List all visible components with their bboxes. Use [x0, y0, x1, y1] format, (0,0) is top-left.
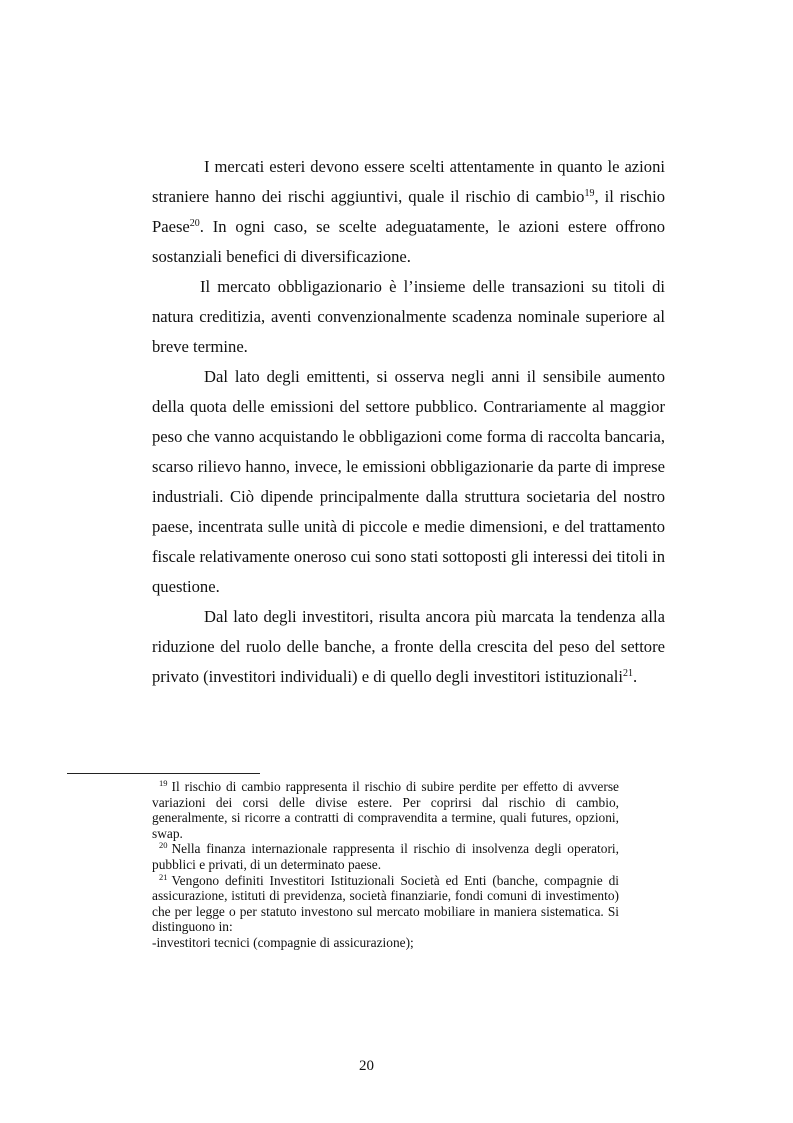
footnote-19: [152, 779, 619, 841]
footnote-text: Il rischio di cambio rappresenta il rischio di subire perdite per effetto di avverse variazioni dei corsi delle divise estere. Per coprirsi dal rischio di cambio, generalmente, si ricorre a contratti di compravendita a termine, quali futures, opzioni, swap.: [152, 779, 619, 841]
footnote-ref-19[interactable]: 19: [584, 188, 595, 199]
paragraph-foreign-markets: [152, 152, 665, 272]
paragraph-text: , il rischio Paese: [152, 187, 665, 236]
footnote-separator: [67, 773, 260, 774]
footnote-20: [152, 841, 619, 872]
paragraph-text: I mercati esteri devono essere scelti attentamente in quanto le azioni straniere hanno dei rischi aggiuntivi, quale il rischio di cambio: [152, 157, 665, 206]
footnote-ref-20[interactable]: 20: [189, 218, 200, 229]
footnote-21: [152, 873, 619, 935]
paragraph-bond-market: Il mercato obbligazionario è l’insieme delle transazioni su titoli di natura creditizia, aventi convenzionalmente scadenza nominale superiore al breve termine.: [152, 277, 665, 356]
footnote-text: Vengono definiti Investitori Istituzionali Società ed Enti (banche, compagnie di assicurazione, istituti di previdenza, società finanziarie, fondi comuni di investimento) che per legge o per statuto investono sul mercato mobiliare in maniera sistematica. Si distinguono in:: [152, 872, 619, 935]
footnote-ref-21[interactable]: 21: [623, 668, 634, 679]
footnote-list-item: -investitori tecnici (compagnie di assicurazione);: [152, 934, 414, 950]
body-text: [152, 152, 665, 692]
page-number: 20: [359, 1058, 374, 1074]
footnotes: [152, 779, 619, 951]
footnote-text: Nella finanza internazionale rappresenta il rischio di insolvenza degli operatori, pubblici e privati, di un determinato paese.: [152, 841, 619, 872]
footnote-mark: 19: [159, 778, 168, 788]
paragraph-issuers: Dal lato degli emittenti, si osserva negli anni il sensibile aumento della quota delle emissioni del settore pubblico. Contrariamente al maggior peso che vanno acquistando le obbligazioni come forma di raccolta bancaria, scarso rilievo hanno, invece, le emissioni obbligazionarie da parte di imprese industriali. Ciò dipende principalmente dalla struttura societaria del nostro paese, incentrata sulle unità di piccole e medie dimensioni, e del trattamento fiscale relativamente oneroso cui sono stati sottoposti gli interessi dei titoli in questione.: [152, 367, 665, 596]
paragraph-text: . In ogni caso, se scelte adeguatamente, le azioni estere offrono sostanziali benefici di diversificazione.: [152, 217, 665, 266]
footnote-mark: 21: [159, 871, 168, 882]
paragraph-text: Dal lato degli investitori, risulta ancora più marcata la tendenza alla riduzione del ruolo delle banche, a fronte della crescita del peso del settore privato (investitori individuali) e di quello degli investitori istituzionali: [152, 607, 665, 686]
footnote-mark: 20: [159, 840, 168, 851]
paragraph-text: .: [633, 667, 638, 686]
paragraph-investors: [152, 602, 665, 692]
